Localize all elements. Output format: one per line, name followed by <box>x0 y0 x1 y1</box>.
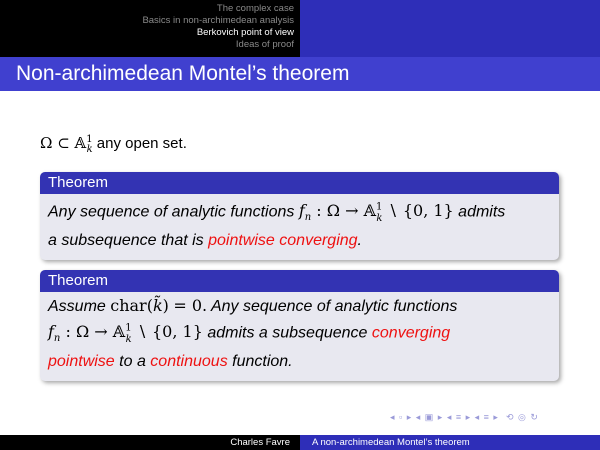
nav-item-berkovich[interactable]: Berkovich point of view <box>196 27 294 38</box>
theorem-2-eq-zero: = 0. <box>173 296 208 315</box>
theorem-2-highlight-continuous: continuous <box>150 352 228 370</box>
theorem-1-highlight: pointwise converging <box>208 231 358 249</box>
nav-section-icon[interactable]: ◂ ≡ ▸ <box>446 412 472 422</box>
intro-line <box>40 134 187 155</box>
top-bar-right-panel <box>300 0 600 57</box>
nav-frame-prev-icon[interactable]: ◂ ▫ ▸ <box>390 412 413 422</box>
nav-item-complex-case[interactable]: The complex case <box>216 3 294 14</box>
nav-search-icon[interactable]: ⟲ ◎ ↻ <box>502 412 539 422</box>
theorem-2-text-b: admits a subsequence <box>207 324 368 342</box>
omega-symbol: Ω ⊂ 𝔸$^1_k$ <box>40 134 93 155</box>
theorem-1-body <box>40 194 559 260</box>
theorem-2-text-c: to a <box>119 352 146 370</box>
intro-text: any open set. <box>96 135 187 152</box>
nav-item-basics[interactable]: Basics in non-archimedean analysis <box>142 15 294 26</box>
theorem-2-assume: Assume <box>48 298 106 315</box>
theorem-block-1 <box>40 172 559 260</box>
theorem-2-body <box>40 292 559 381</box>
theorem-2-heading: Theorem <box>40 270 559 292</box>
theorem-1-formula: $f_n$ : Ω → 𝔸$^1_k$ ∖ {0, 1} <box>298 201 454 224</box>
footer-author: Charles Favre <box>0 435 300 450</box>
theorem-2-text-a: Any sequence of analytic functions <box>210 298 458 315</box>
section-nav-panel <box>0 0 300 57</box>
nav-item-ideas-of-proof[interactable]: Ideas of proof <box>235 39 294 50</box>
nav-doc-icon[interactable]: ◂ ≡ ▸ <box>474 412 499 422</box>
theorem-block-2 <box>40 270 559 381</box>
nav-subsection-icon[interactable]: ◂ ▣ ▸ <box>415 412 444 422</box>
footer-bar <box>0 435 600 450</box>
theorem-2-highlight-pointwise: pointwise <box>48 352 115 370</box>
beamer-navigation-symbols <box>390 412 539 423</box>
theorem-1-text-c: a subsequence that is <box>48 231 204 249</box>
section-nav <box>142 3 294 51</box>
theorem-1-period: . <box>357 231 362 249</box>
theorem-1-text-b: admits <box>458 203 506 221</box>
theorem-1-text-a: Any sequence of analytic functions <box>48 203 295 221</box>
theorem-2-text-d: function. <box>232 352 293 370</box>
theorem-2-char-formula: char(k̃) <box>110 296 169 315</box>
top-navigation-bar <box>0 0 600 57</box>
slide-title: Non-archimedean Montel’s theorem <box>0 57 600 91</box>
theorem-2-formula: $f_n$ : Ω → 𝔸$^1_k$ ∖ {0, 1} <box>48 322 203 345</box>
footer-title: A non-archimedean Montel’s theorem <box>300 435 600 450</box>
theorem-1-heading: Theorem <box>40 172 559 194</box>
theorem-2-highlight-converging: converging <box>371 324 451 342</box>
